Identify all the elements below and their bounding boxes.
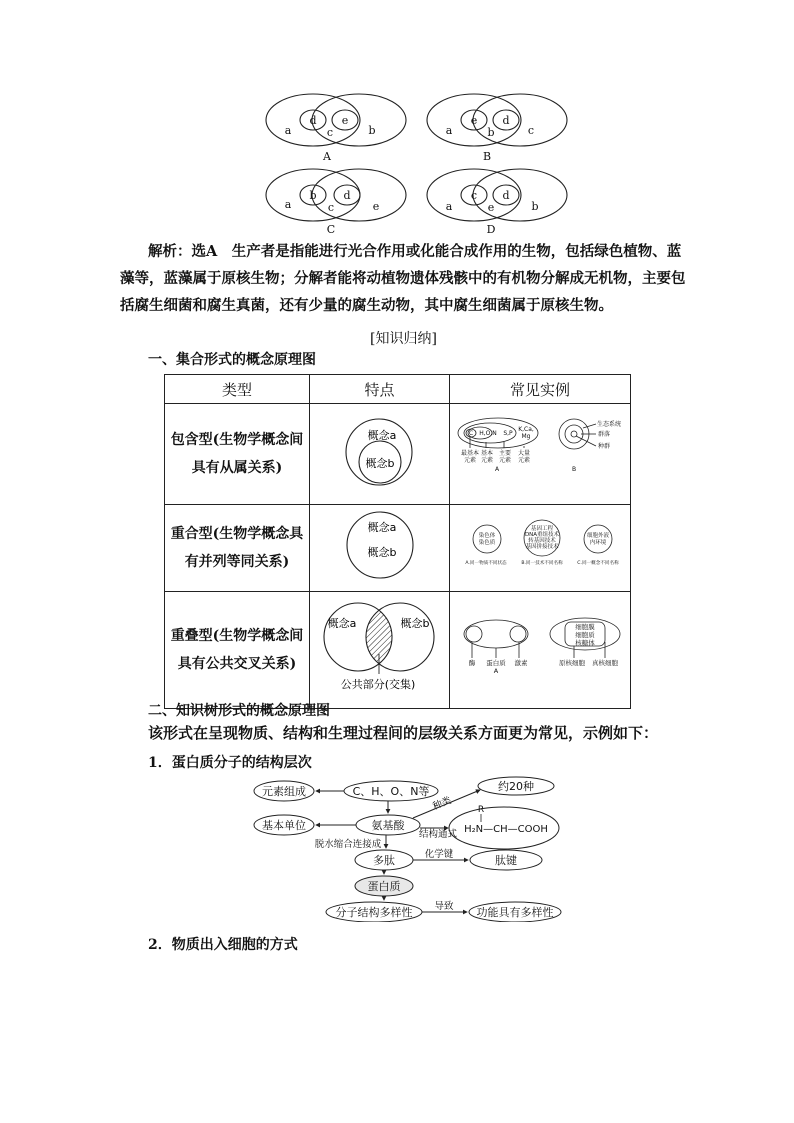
flow-tuoshui: 脱水缩合连接成 xyxy=(314,839,382,850)
venn-b-caption: B xyxy=(482,150,492,163)
svg-text:种群: 种群 xyxy=(597,443,611,450)
venn-a-caption: A xyxy=(323,150,331,163)
svg-text:概念b: 概念b xyxy=(400,617,430,630)
venn-c-caption: C xyxy=(326,223,336,236)
flow-taijian: 肽键 xyxy=(495,854,517,867)
section2-intro: 该形式在呈现物质、结构和生理过程间的层级关系方面更为常见，示例如下： xyxy=(148,724,659,742)
concept-table xyxy=(164,374,631,709)
svg-text:染色质: 染色质 xyxy=(478,540,496,546)
row1-feature xyxy=(310,404,450,505)
flow-jiegou: 结构通式 xyxy=(418,829,458,840)
row1-example xyxy=(450,404,631,505)
analysis-line-1: 解析：选A 生产者是指能进行光合作用或化能合成作用的生物，包括绿色植物、蓝 xyxy=(148,243,682,260)
svg-text:群落: 群落 xyxy=(597,431,611,438)
venn-c-mid: c xyxy=(327,201,335,214)
venn-a-mid: c xyxy=(326,126,334,139)
col-header-type: 类型 xyxy=(165,375,310,404)
row2-type: 重合型(生物学概念具 有并列等同关系) xyxy=(165,505,310,592)
analysis-line-2: 藻等，蓝藻属于原核生物；分解者能将动植物遗体残骸中的有机物分解成无机物，主要包 xyxy=(120,270,686,287)
sub2-title: 2．物质出入细胞的方式 xyxy=(148,937,298,953)
venn-b-right: c xyxy=(527,124,535,137)
venn-a-inner2: e xyxy=(341,114,349,127)
row3-feature xyxy=(310,592,450,709)
flow-zhonglei: 种类 xyxy=(431,795,453,813)
svg-text:元素: 元素 xyxy=(480,457,494,464)
flow-chon: C、H、O、N等 xyxy=(352,785,430,798)
svg-text:DNA重组技术: DNA重组技术 xyxy=(524,532,560,538)
coincide-diagram xyxy=(310,505,449,587)
flow-danbaizhi: 蛋白质 xyxy=(367,880,401,893)
svg-text:Mg: Mg xyxy=(521,433,531,440)
svg-text:细胞膜: 细胞膜 xyxy=(575,623,595,631)
svg-text:A: A xyxy=(494,466,500,473)
svg-text:转基因技术: 转基因技术 xyxy=(528,538,556,544)
venn-a-right: b xyxy=(368,124,376,137)
svg-text:元素: 元素 xyxy=(463,457,477,464)
overlap-diagram xyxy=(310,592,449,704)
svg-text:细胞质: 细胞质 xyxy=(575,631,595,639)
svg-text:C: C xyxy=(468,430,474,437)
overlap-example xyxy=(450,592,630,704)
venn-d-left: a xyxy=(445,200,453,213)
venn-d-inner2: d xyxy=(502,189,510,202)
svg-text:B: B xyxy=(571,466,577,473)
svg-text:大量: 大量 xyxy=(517,450,531,457)
venn-d-right: b xyxy=(531,200,539,213)
row2-feature xyxy=(310,505,450,592)
svg-text:元素: 元素 xyxy=(517,457,531,464)
svg-text:A.同一物质不同状态: A.同一物质不同状态 xyxy=(465,561,507,566)
svg-text:核糖体: 核糖体 xyxy=(575,639,595,647)
svg-text:基因拼接技术: 基因拼接技术 xyxy=(525,544,559,550)
col-header-example: 常见实例 xyxy=(450,375,631,404)
svg-text:B.同一技术不同名称: B.同一技术不同名称 xyxy=(521,561,563,566)
venn-a-inner1: d xyxy=(309,114,317,127)
venn-d-inner1: c xyxy=(470,189,478,202)
venn-c-inner1: b xyxy=(309,189,317,202)
flow-jiben: 基本单位 xyxy=(262,819,306,832)
row1-type: 包含型(生物学概念间 具有从属关系) xyxy=(165,404,310,505)
svg-text:最基本: 最基本 xyxy=(460,450,480,457)
venn-b-left: a xyxy=(445,124,453,137)
svg-text:A: A xyxy=(493,667,499,675)
svg-text:基本: 基本 xyxy=(480,450,494,457)
flow-anjisuan: 氨基酸 xyxy=(371,819,405,832)
svg-text:H,O,N: H,O,N xyxy=(479,430,497,437)
flow-yuansu: 元素组成 xyxy=(262,785,306,798)
svg-text:基因工程: 基因工程 xyxy=(530,526,554,532)
flow-yue20: 约20种 xyxy=(498,780,534,793)
svg-text:概念a: 概念a xyxy=(327,617,357,630)
svg-text:真核细胞: 真核细胞 xyxy=(592,659,618,667)
svg-text:C.同一概念不同名称: C.同一概念不同名称 xyxy=(577,561,619,566)
flow-daozhi: 导致 xyxy=(434,901,454,912)
svg-text:S,P: S,P xyxy=(503,430,513,437)
contain-diagram xyxy=(310,404,449,500)
venn-b-inner2: d xyxy=(502,114,510,127)
section2-title: 二、知识树形式的概念原理图 xyxy=(148,703,330,719)
svg-text:K,Ca,: K,Ca, xyxy=(518,426,534,433)
flow-duotai: 多肽 xyxy=(373,854,395,867)
knowledge-title: [知识归纳] xyxy=(370,331,437,347)
svg-text:内环境: 内环境 xyxy=(589,540,607,546)
svg-text:概念a: 概念a xyxy=(367,429,397,442)
svg-text:元素: 元素 xyxy=(498,457,512,464)
flow-fenzi: 分子结构多样性 xyxy=(335,906,413,919)
svg-text:概念b: 概念b xyxy=(365,457,395,470)
svg-text:概念b: 概念b xyxy=(367,546,397,559)
venn-options xyxy=(258,92,568,242)
venn-d-mid: e xyxy=(487,201,495,214)
row2-example xyxy=(450,505,631,592)
svg-text:原核细胞: 原核细胞 xyxy=(559,659,585,667)
venn-c-right: e xyxy=(372,200,380,213)
row3-example xyxy=(450,592,631,709)
svg-text:概念a: 概念a xyxy=(367,521,397,534)
svg-text:主要: 主要 xyxy=(498,450,512,457)
protein-flowchart xyxy=(248,776,566,922)
row3-type: 重叠型(生物学概念间 具有公共交叉关系) xyxy=(165,592,310,709)
contain-example xyxy=(450,404,630,500)
venn-a-left: a xyxy=(284,124,292,137)
svg-text:生态系统: 生态系统 xyxy=(596,421,622,428)
svg-text:染色体: 染色体 xyxy=(478,533,496,539)
svg-text:激素: 激素 xyxy=(514,659,528,667)
flow-gongneng: 功能具有多样性 xyxy=(476,906,554,919)
flow-formula-r: R xyxy=(477,805,485,815)
venn-d-caption: D xyxy=(486,223,496,236)
flow-formula: H₂N—CH—COOH xyxy=(464,824,548,835)
venn-c-inner2: d xyxy=(343,189,351,202)
analysis-paragraph xyxy=(120,238,686,319)
venn-b-mid: b xyxy=(487,126,495,139)
coincide-example xyxy=(450,505,630,587)
svg-text:细胞外液: 细胞外液 xyxy=(586,533,610,539)
flow-huaxue: 化学键 xyxy=(424,849,454,860)
section1-title: 一、集合形式的概念原理图 xyxy=(148,352,316,368)
col-header-feature: 特点 xyxy=(310,375,450,404)
venn-b-inner1: e xyxy=(470,114,478,127)
venn-c-left: a xyxy=(284,198,292,211)
svg-text:公共部分(交集): 公共部分(交集) xyxy=(340,678,416,691)
sub1-title: 1．蛋白质分子的结构层次 xyxy=(148,755,312,771)
svg-text:酶: 酶 xyxy=(468,659,476,667)
analysis-line-3: 括腐生细菌和腐生真菌，还有少量的腐生动物，其中腐生细菌属于原核生物。 xyxy=(120,297,613,314)
svg-text:蛋白质: 蛋白质 xyxy=(486,659,506,667)
